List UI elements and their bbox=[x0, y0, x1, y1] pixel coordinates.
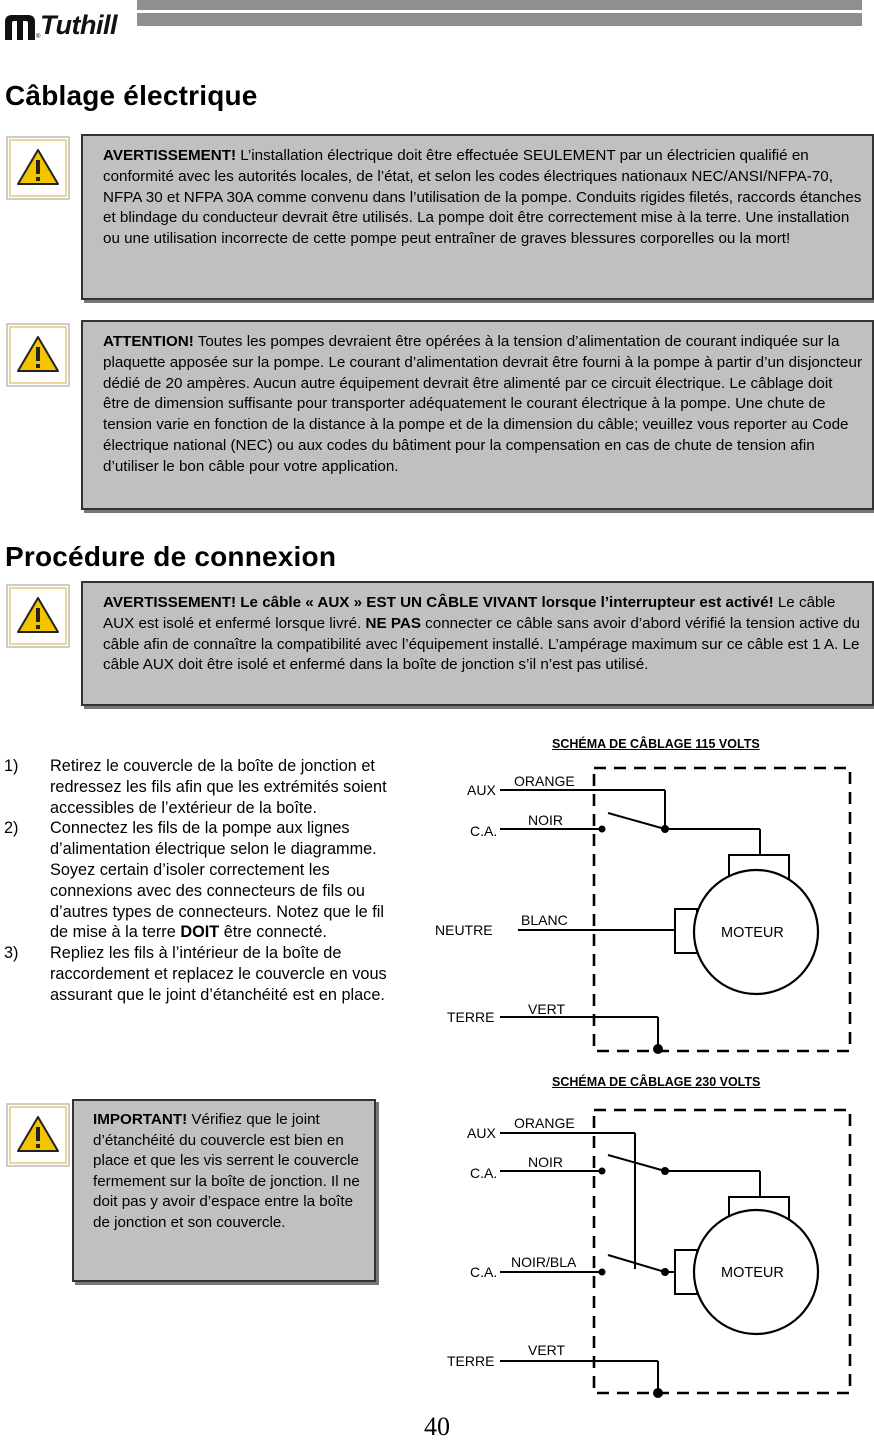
warning-icon bbox=[6, 584, 70, 648]
switch-pivot bbox=[661, 1167, 669, 1175]
step-text: être connecté. bbox=[219, 923, 327, 942]
wire-label: NOIR/BLA bbox=[511, 1254, 577, 1270]
motor-label: MOTEUR bbox=[721, 925, 784, 941]
step-item bbox=[4, 756, 399, 818]
step-number: 2) bbox=[4, 819, 19, 838]
page-number: 40 bbox=[424, 1412, 450, 1441]
motor-label: MOTEUR bbox=[721, 1265, 784, 1281]
terminal-label: NEUTRE bbox=[435, 922, 493, 938]
ground-terminal bbox=[653, 1388, 663, 1398]
step-text: Connectez les fils de la pompe aux lignes d’alimentation électrique selon le diagramme. Soyez certain d’isoler correctement les connexions avec des connecteurs de fils ou d’autres types de connecteurs. Notez que le fil de mise à la terre bbox=[50, 819, 384, 942]
wire-label: VERT bbox=[528, 1001, 566, 1017]
warning-icon bbox=[6, 136, 70, 200]
ground-terminal bbox=[653, 1044, 663, 1054]
terminal-label: C.A. bbox=[470, 1264, 498, 1280]
switch-blade-1 bbox=[608, 1155, 665, 1171]
terminal-label: TERRE bbox=[447, 1009, 495, 1025]
header-bar-top bbox=[137, 0, 862, 10]
wiring-diagram-115v bbox=[420, 755, 860, 1060]
switch-blade-2 bbox=[608, 1255, 665, 1272]
diagram-230-title: SCHÉMA DE CÂBLAGE 230 VOLTS bbox=[552, 1075, 761, 1089]
brand-name: Tuthill bbox=[40, 10, 117, 40]
aux-warning-lead: AVERTISSEMENT! Le câble « AUX » EST UN CÂBLE VIVANT lorsque l’interrupteur est activé! bbox=[103, 594, 774, 611]
wire-label: BLANC bbox=[521, 912, 568, 928]
procedure-steps bbox=[4, 756, 399, 1006]
aux-warning-body1: Le câble AUX est isolé et enfermé lorsque livré. bbox=[103, 594, 836, 632]
wire-label: NOIR bbox=[528, 812, 563, 828]
aux-warning-body2: connecter ce câble sans avoir d’abord vérifié la tension active du câble afin de connaître la compatibilité avec l’équipement installé. L’ampérage maximum sur ce câble est 1 A. Le câble AUX doit être isolé et enfermé dans la boîte de jonction s’il n’est pas utilisé. bbox=[103, 614, 860, 674]
warning-icon bbox=[6, 1103, 70, 1167]
step-item bbox=[4, 943, 399, 1005]
terminal-label: AUX bbox=[467, 1125, 496, 1141]
header-bar-bottom bbox=[137, 13, 862, 26]
step-strong: DOIT bbox=[180, 923, 220, 942]
trademark-mark: ® bbox=[36, 34, 41, 40]
section-title-wiring: Câblage électrique bbox=[5, 80, 258, 111]
important-body: Vérifiez que le joint d’étanchéité du couvercle est bien en place et que les vis serrent le couvercle fermement sur la boîte de jonction. Il ne doit pas y avoir d’espace entre la boîte de jonction et son couvercle. bbox=[93, 1111, 360, 1231]
terminal-label: C.A. bbox=[470, 823, 498, 839]
wiring-diagram-230v bbox=[420, 1095, 860, 1405]
wire-label: ORANGE bbox=[514, 773, 575, 789]
step-text: Retirez le couvercle de la boîte de jonction et redressez les fils afin que les extrémités soient accessibles de l’extérieur de la boîte. bbox=[50, 757, 387, 817]
important-lead: IMPORTANT! bbox=[93, 1111, 188, 1128]
warning-lead: AVERTISSEMENT! bbox=[103, 147, 237, 164]
switch-blade bbox=[608, 813, 665, 829]
caution-lead: ATTENTION! bbox=[103, 333, 194, 350]
step-number: 1) bbox=[4, 757, 19, 775]
caution-body: Toutes les pompes devraient être opérées à la tension d’alimentation de courant indiquée sur la plaquette apposée sur la pompe. Le courant d’alimentation devrait être fourni à la pompe à partir d’un disjoncteur dédié de 20 ampères. Aucun autre équipement devrait être alimenté par ce circuit électrique. Le câblage doit être de dimension suffisante pour transporter adéquatement le courant électrique à la pompe. Une chute de tension varie en fonction de la distance à la pompe et de la dimension du câble; veuillez vous reporter au Code électrique national (NEC) ou aux codes du bâtiment pour la compensation en cas de chute de tension afin d’utiliser le bon câble pour votre application. bbox=[103, 333, 862, 475]
caution-box-voltage bbox=[81, 320, 874, 510]
wire-label: NOIR bbox=[528, 1154, 563, 1170]
warning-box-installation bbox=[81, 134, 874, 300]
warning-icon bbox=[6, 323, 70, 387]
wire-label: ORANGE bbox=[514, 1115, 575, 1131]
brand-logo bbox=[2, 8, 132, 44]
wire-label: VERT bbox=[528, 1342, 566, 1358]
important-box-seal bbox=[72, 1099, 376, 1282]
terminal-label: C.A. bbox=[470, 1165, 498, 1181]
step-number: 3) bbox=[4, 944, 19, 963]
tuthill-logo-icon bbox=[2, 10, 41, 44]
warning-body: L’installation électrique doit être effectuée SEULEMENT par un électricien qualifié en conformité avec les autorités locales, de l’état, et selon les codes électriques nationaux NEC/ANSI/NFPA-70, NFPA 30 et NFPA 30A comme convenu dans l’utilisation de la pompe. Conduits rigides filetés, raccords étanches et blindage du conducteur devrait être utilisés. La pompe doit être correctement mise à la terre. Une installation ou une utilisation incorrecte de cette pompe peut entraîner de graves blessures corporelles ou la mort! bbox=[103, 147, 862, 248]
switch-contact bbox=[599, 826, 606, 833]
step-text: Repliez les fils à l’intérieur de la boîte de raccordement et replacez le couvercle en vous assurant que le joint d’étanchéité est en place. bbox=[50, 944, 387, 1004]
step-item bbox=[4, 818, 399, 943]
warning-box-aux-cable bbox=[81, 581, 874, 706]
aux-warning-strong: NE PAS bbox=[365, 614, 421, 632]
terminal-label: TERRE bbox=[447, 1353, 495, 1369]
switch-contact bbox=[599, 1269, 606, 1276]
switch-pivot bbox=[661, 1268, 669, 1276]
switch-contact bbox=[599, 1168, 606, 1175]
section-title-connection: Procédure de connexion bbox=[5, 541, 337, 572]
terminal-label: AUX bbox=[467, 782, 496, 798]
switch-pivot bbox=[661, 825, 669, 833]
diagram-115-title: SCHÉMA DE CÂBLAGE 115 VOLTS bbox=[552, 737, 760, 751]
